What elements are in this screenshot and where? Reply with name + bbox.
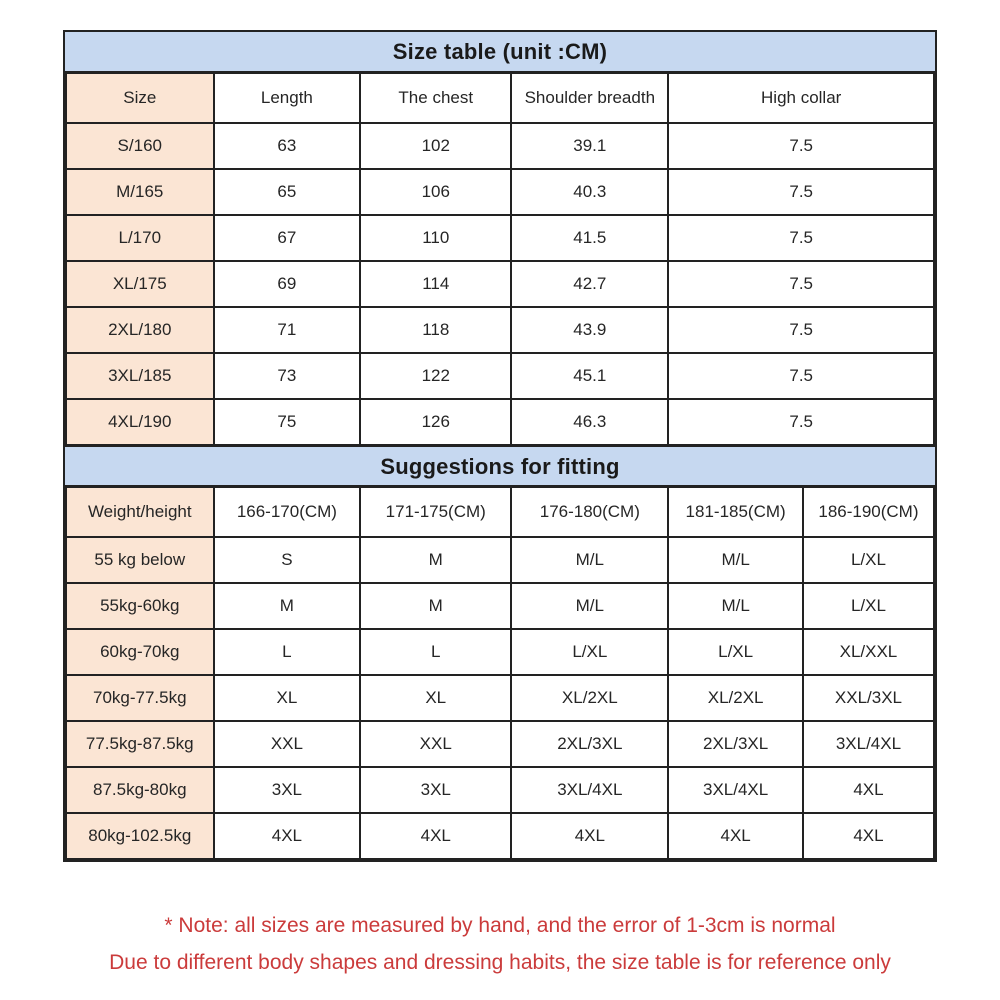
row-label-cell: XL/175 (66, 261, 214, 307)
table-cell: L/XL (668, 629, 803, 675)
row-label-cell: 60kg-70kg (66, 629, 214, 675)
table-cell: XXL (360, 721, 511, 767)
table-cell: XXL/3XL (803, 675, 934, 721)
table-row (66, 629, 934, 675)
table-cell: 4XL (668, 813, 803, 859)
footnotes (0, 912, 1000, 986)
table-cell: 65 (214, 169, 361, 215)
table-cell: 7.5 (668, 307, 934, 353)
header-cell: 171-175(CM) (360, 487, 511, 537)
table-cell: M (360, 537, 511, 583)
table-cell: XL (214, 675, 361, 721)
table-cell: 3XL (360, 767, 511, 813)
table-cell: 4XL (214, 813, 361, 859)
table-row (66, 675, 934, 721)
table-cell: 4XL (803, 813, 934, 859)
table-cell: 118 (360, 307, 511, 353)
table-cell: L/XL (803, 583, 934, 629)
table-cell: 3XL (214, 767, 361, 813)
table-cell: 67 (214, 215, 361, 261)
row-label-cell: 77.5kg-87.5kg (66, 721, 214, 767)
row-label-cell: L/170 (66, 215, 214, 261)
table-row (66, 353, 934, 399)
table-cell: 42.7 (511, 261, 668, 307)
table-row (66, 261, 934, 307)
header-cell: The chest (360, 73, 511, 123)
row-label-cell: 55kg-60kg (66, 583, 214, 629)
header-cell: High collar (668, 73, 934, 123)
table-row (66, 307, 934, 353)
table-cell: 4XL (803, 767, 934, 813)
table-row (66, 537, 934, 583)
table-cell: L (360, 629, 511, 675)
table-cell: M/L (511, 537, 668, 583)
header-row (66, 73, 934, 123)
table-cell: 102 (360, 123, 511, 169)
row-label-cell: 2XL/180 (66, 307, 214, 353)
table-cell: XL (360, 675, 511, 721)
row-label-cell: 55 kg below (66, 537, 214, 583)
header-cell: Length (214, 73, 361, 123)
table-cell: L/XL (803, 537, 934, 583)
table-cell: 3XL/4XL (511, 767, 668, 813)
table-cell: 41.5 (511, 215, 668, 261)
note-line-2: Due to different body shapes and dressing habits, the size table is for reference only (109, 951, 891, 974)
header-cell: 181-185(CM) (668, 487, 803, 537)
table-cell: 71 (214, 307, 361, 353)
table-cell: S (214, 537, 361, 583)
table-cell: 114 (360, 261, 511, 307)
table-cell: 39.1 (511, 123, 668, 169)
table-cell: L/XL (511, 629, 668, 675)
table-cell: XL/XXL (803, 629, 934, 675)
table-cell: 63 (214, 123, 361, 169)
table-cell: 3XL/4XL (803, 721, 934, 767)
row-label-cell: S/160 (66, 123, 214, 169)
table-cell: 2XL/3XL (511, 721, 668, 767)
table-cell: 7.5 (668, 353, 934, 399)
table-cell: 106 (360, 169, 511, 215)
table-cell: 4XL (511, 813, 668, 859)
size-table (65, 72, 935, 446)
table-row (66, 123, 934, 169)
table-cell: 3XL/4XL (668, 767, 803, 813)
table-row (66, 169, 934, 215)
table-cell: 110 (360, 215, 511, 261)
fitting-suggestions-title: Suggestions for fitting (65, 446, 935, 486)
table-cell: 75 (214, 399, 361, 445)
header-cell: 186-190(CM) (803, 487, 934, 537)
table-cell: 73 (214, 353, 361, 399)
header-cell: Shoulder breadth (511, 73, 668, 123)
table-cell: 45.1 (511, 353, 668, 399)
table-cell: 40.3 (511, 169, 668, 215)
table-cell: M (214, 583, 361, 629)
table-cell: 43.9 (511, 307, 668, 353)
header-cell-label: Weight/height (66, 487, 214, 537)
table-row (66, 721, 934, 767)
table-row (66, 215, 934, 261)
table-row (66, 399, 934, 445)
note-line-1: * Note: all sizes are measured by hand, and the error of 1-3cm is normal (164, 914, 836, 937)
header-row (66, 487, 934, 537)
header-cell: 176-180(CM) (511, 487, 668, 537)
row-label-cell: M/165 (66, 169, 214, 215)
row-label-cell: 4XL/190 (66, 399, 214, 445)
row-label-cell: 87.5kg-80kg (66, 767, 214, 813)
table-cell: 2XL/3XL (668, 721, 803, 767)
table-row (66, 813, 934, 859)
table-cell: 122 (360, 353, 511, 399)
table-cell: 7.5 (668, 399, 934, 445)
table-cell: 46.3 (511, 399, 668, 445)
fitting-suggestions-table (65, 486, 935, 860)
table-cell: M/L (668, 537, 803, 583)
table-cell: M/L (511, 583, 668, 629)
table-cell: 7.5 (668, 169, 934, 215)
table-cell: 69 (214, 261, 361, 307)
row-label-cell: 80kg-102.5kg (66, 813, 214, 859)
row-label-cell: 70kg-77.5kg (66, 675, 214, 721)
row-label-cell: 3XL/185 (66, 353, 214, 399)
size-table-title: Size table (unit :CM) (65, 32, 935, 72)
header-cell: 166-170(CM) (214, 487, 361, 537)
table-cell: 7.5 (668, 123, 934, 169)
table-cell: 7.5 (668, 261, 934, 307)
table-cell: M (360, 583, 511, 629)
table-cell: L (214, 629, 361, 675)
header-cell-label: Size (66, 73, 214, 123)
table-cell: M/L (668, 583, 803, 629)
table-cell: 7.5 (668, 215, 934, 261)
table-cell: XL/2XL (668, 675, 803, 721)
table-row (66, 583, 934, 629)
table-cell: XXL (214, 721, 361, 767)
table-cell: XL/2XL (511, 675, 668, 721)
table-cell: 126 (360, 399, 511, 445)
table-cell: 4XL (360, 813, 511, 859)
table-row (66, 767, 934, 813)
size-chart-frame (63, 30, 937, 862)
